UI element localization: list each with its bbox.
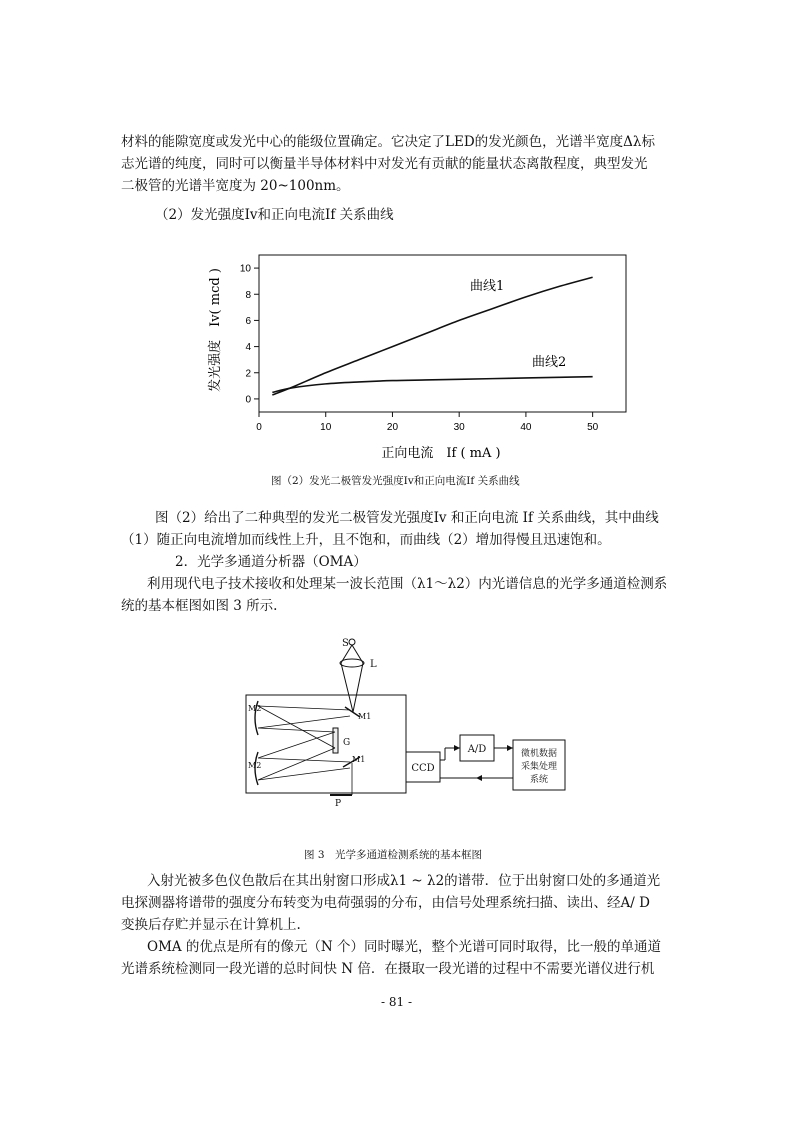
text-line: 变换后存贮并显示在计算机上. <box>121 917 301 933</box>
series-label-curve-1: 曲线1 <box>470 279 505 294</box>
mirror-m1-top-label: M1 <box>358 712 372 721</box>
text-line: 2．光学多通道分析器（OMA） <box>175 554 367 570</box>
plate-label: P <box>335 799 342 809</box>
x-tick-label: 40 <box>520 422 532 433</box>
source-label: S <box>342 638 349 649</box>
plot-frame <box>259 255 626 412</box>
lens <box>340 659 364 667</box>
mirror-m2-top-label: M2 <box>248 704 262 713</box>
y-tick-label: 10 <box>239 263 251 275</box>
x-tick-label: 10 <box>320 422 332 433</box>
y-axis-label: 发光强度 Iv( mcd ) <box>208 268 223 392</box>
y-tick-label: 0 <box>245 394 251 406</box>
oma-block-diagram <box>240 630 580 810</box>
chart-iv-if <box>196 240 646 470</box>
y-tick-label: 4 <box>245 342 251 354</box>
lens-label: L <box>370 659 377 670</box>
series-label-curve-2: 曲线2 <box>532 355 567 370</box>
text-line: 统的基本框图如图 3 所示. <box>121 598 278 614</box>
text-line: 利用现代电子技术接收和处理某一波长范围（λ1～λ2）内光谱信息的光学多通道检测系 <box>147 576 668 592</box>
computer-label-line-1: 微机数据 <box>520 749 558 759</box>
figure-3-caption: 图 3 光学多通道检测系统的基本框图 <box>304 849 483 861</box>
text-line: （2）发光强度Iv和正向电流If 关系曲线 <box>155 207 394 223</box>
paragraph-oma-advantages <box>121 936 676 980</box>
x-tick-label: 30 <box>453 422 465 433</box>
subsection-heading <box>155 204 710 226</box>
x-tick-label: 20 <box>386 422 399 433</box>
text-line: 电探测器将谱带的强度分布转变为电荷强弱的分布，由信号处理系统扫描、读出、经A/ D <box>121 895 650 911</box>
computer-label-line-3: 系统 <box>529 775 549 785</box>
series-line-2 <box>272 377 592 393</box>
text-line: 光谱系统检测同一段光谱的总时间快 N 倍．在摄取一段光谱的过程中不需要光谱仪进行机 <box>121 961 655 977</box>
page-number: - 81 - <box>380 995 412 1009</box>
y-tick-label: 2 <box>245 368 251 380</box>
grating-label: G <box>343 738 351 748</box>
ccd-label: CCD <box>411 763 435 774</box>
text-line: OMA 的优点是所有的像元（N 个）同时曝光，整个光谱可同时取得，比一般的单通道 <box>147 939 662 955</box>
paragraph-led-spectrum <box>121 131 676 197</box>
y-tick-label: 6 <box>245 315 251 327</box>
paragraph-oma-intro <box>121 573 676 617</box>
text-line: （1）随正向电流增加而线性上升，且不饱和，而曲线（2）增加得慢且迅速饱和。 <box>121 532 611 548</box>
x-tick-label: 50 <box>587 422 599 433</box>
computer-label-line-2: 采集处理 <box>520 762 558 772</box>
x-axis-label: 正向电流 If ( mA ) <box>381 446 501 461</box>
paragraph-polychromator <box>121 870 676 936</box>
ad-label: A/D <box>467 744 487 755</box>
y-tick-label: 8 <box>245 289 251 301</box>
x-tick-label: 0 <box>256 422 262 433</box>
paragraph-curve-explanation <box>121 507 676 551</box>
text-line: 志光谱的纯度，同时可以衡量半导体材料中对发光有贡献的能量状态离散程度，典型发光 <box>121 156 648 172</box>
source-point <box>349 639 355 645</box>
text-line: 材料的能隙宽度或发光中心的能级位置确定。它决定了LED的发光颜色，光谱半宽度Δλ标 <box>121 134 655 150</box>
figure-2-caption: 图（2）发光二极管发光强度Iv和正向电流If 关系曲线 <box>271 475 520 487</box>
mirror-m1-bottom-label: M1 <box>352 755 366 764</box>
text-line: 图（2）给出了二种典型的发光二极管发光强度Iv 和正向电流 If 关系曲线，其中曲线 <box>155 510 659 526</box>
text-line: 入射光被多色仪色散后在其出射窗口形成λ1 ~ λ2的谱带．位于出射窗口处的多通道光 <box>147 873 661 889</box>
mirror-m2-bottom-label: M2 <box>248 761 262 770</box>
section-heading-oma <box>175 551 730 573</box>
text-line: 二极管的光谱半宽度为 20~100nm。 <box>121 178 350 194</box>
